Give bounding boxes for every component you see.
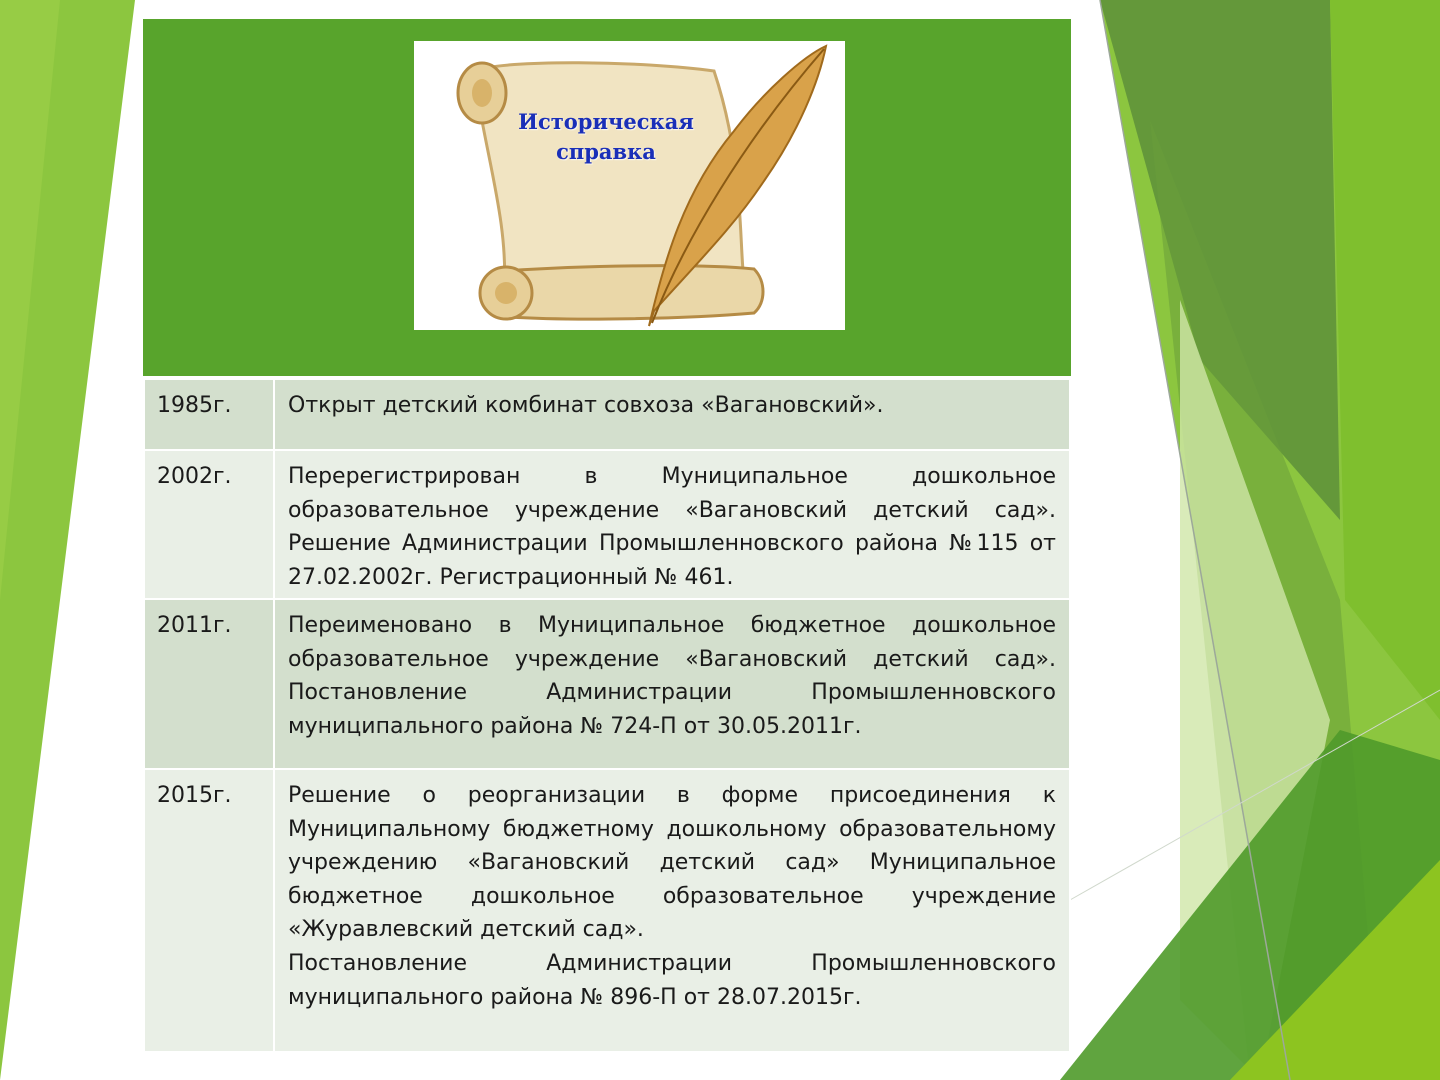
row-description: [274, 599, 1070, 769]
table-row: [144, 379, 1070, 450]
row-description: [274, 450, 1070, 599]
scroll-title-line-1: Историческая: [518, 109, 694, 134]
table-row: [144, 769, 1070, 1052]
description-line: Постановление Администрации Промышленновского муниципального района № 896-П от 28.07.2015г.: [288, 950, 1056, 1010]
table-row: [144, 599, 1070, 769]
scroll-title: [486, 107, 726, 167]
description-line: Решение о реорганизации в форме присоединения к Муниципальному бюджетному дошкольному образовательному учреждению «Вагановский детский сад» Муниципальное бюджетное дошкольное образовательное учреждение «Журавлевский детский сад».: [288, 783, 1056, 943]
table-row: [144, 450, 1070, 599]
description-line: Открыт детский комбинат совхоза «Вагановский».: [288, 393, 884, 418]
row-year: 2015г.: [144, 769, 274, 1052]
row-description: [274, 769, 1070, 1052]
row-year: 1985г.: [144, 379, 274, 450]
scroll-quill-image: [414, 41, 845, 330]
row-year: 2002г.: [144, 450, 274, 599]
history-table: [143, 378, 1071, 1053]
row-description: [274, 379, 1070, 450]
scroll-title-line-2: справка: [556, 139, 656, 164]
description-line: Переименовано в Муниципальное бюджетное дошкольное образовательное учреждение «Вагановский детский сад». Постановление Администрации Промышленновского муниципального района № 724-П от 30.05.2011г.: [288, 613, 1056, 739]
scroll-icon: [414, 41, 845, 330]
description-line: Перерегистрирован в Муниципальное дошкольное образовательное учреждение «Вагановский детский сад». Решение Администрации Промышленновского района №115 от 27.02.2002г. Регистрационный № 461.: [288, 464, 1056, 590]
title-banner: [143, 19, 1071, 376]
row-year: 2011г.: [144, 599, 274, 769]
